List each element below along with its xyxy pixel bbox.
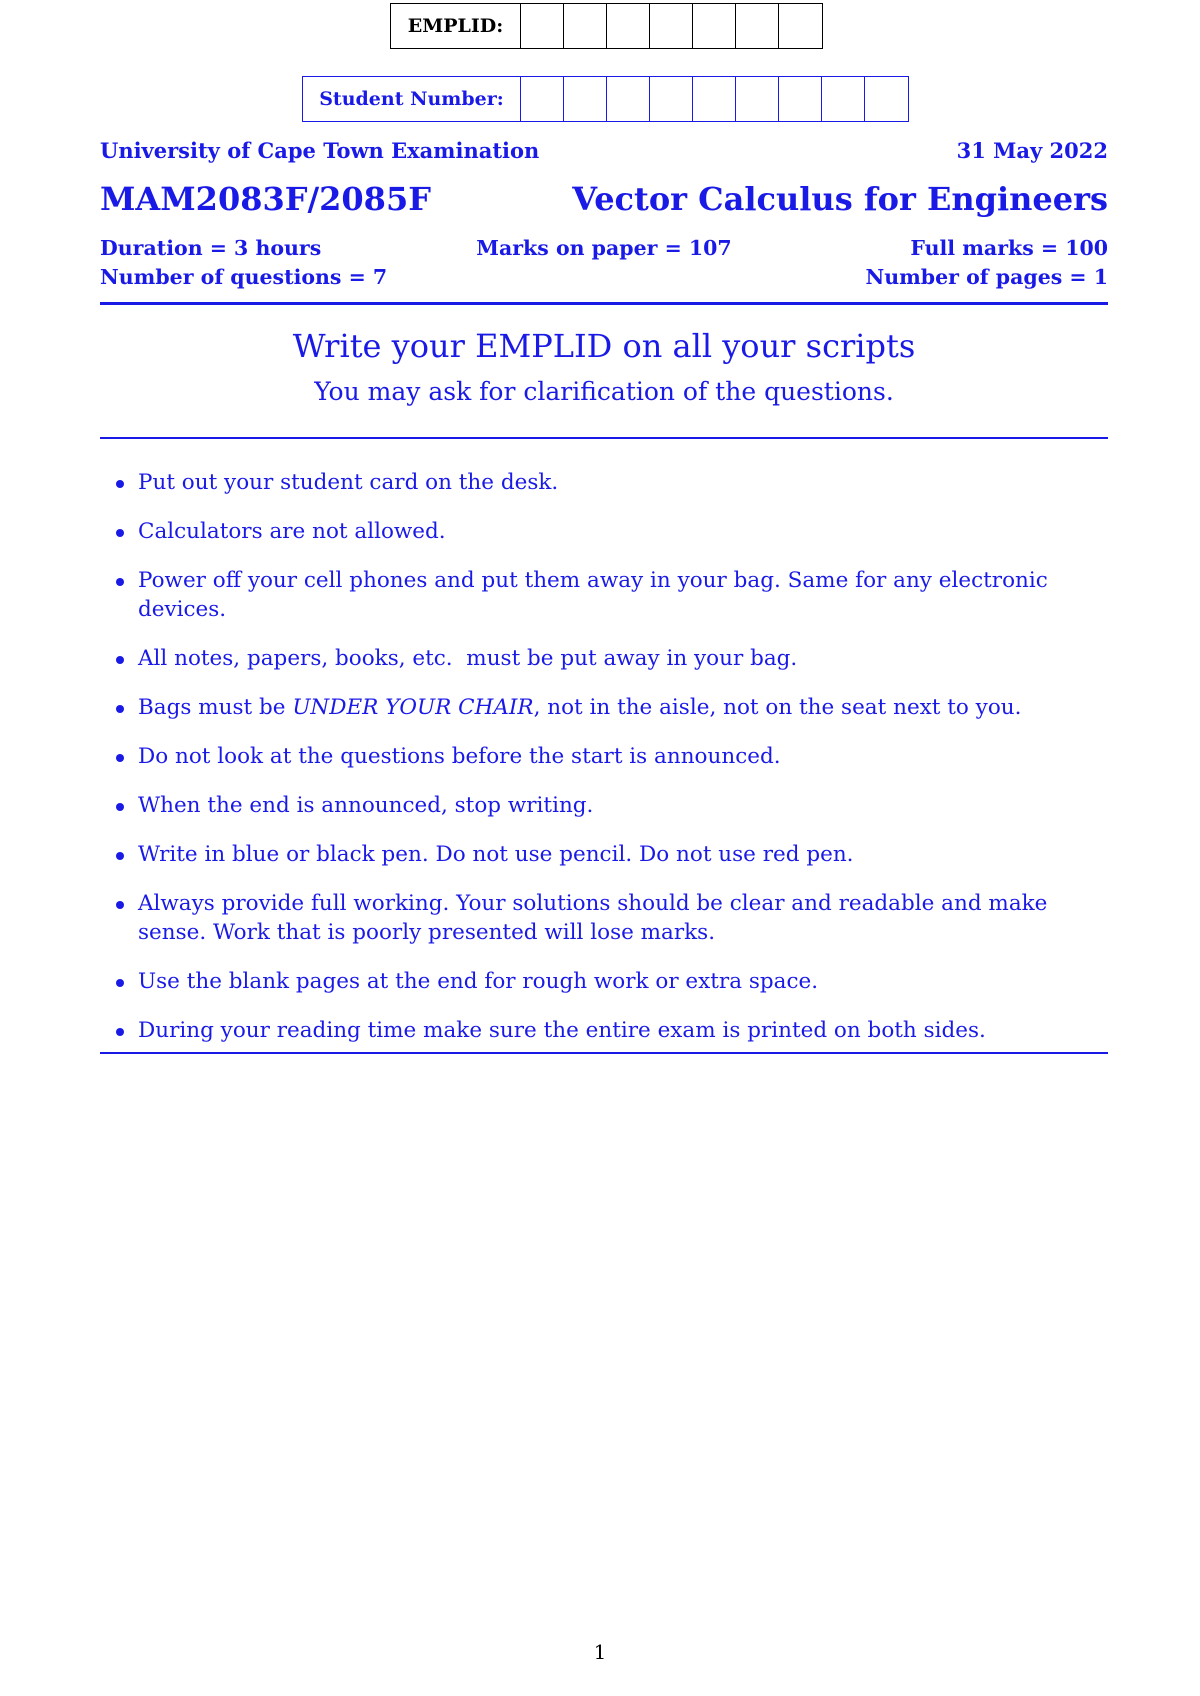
rule-text: Calculators are not allowed. [138, 519, 446, 544]
list-item [100, 468, 1110, 497]
rule-text: Always provide full working. Your solutions should be clear and readable and make sense. Work that is poorly presented will lose marks. [138, 891, 1048, 945]
notice-headline: Write your EMPLID on all your scripts [292, 327, 916, 365]
bullet-icon [116, 578, 124, 586]
exam-info-row [100, 236, 1108, 260]
emplid-label: EMPLID: [391, 4, 521, 48]
bullet-icon [116, 480, 124, 488]
emplid-digit-cell[interactable] [736, 4, 779, 48]
notice-subline: You may ask for clarification of the questions. [314, 377, 894, 406]
exam-date: 31 May 2022 [956, 138, 1108, 163]
duration: Duration = 3 hours [100, 236, 322, 260]
exam-rules-list [100, 468, 1110, 1065]
list-item [100, 517, 1110, 546]
rule-text: When the end is announced, stop writing. [138, 793, 594, 818]
list-item [100, 889, 1110, 947]
emplid-digit-cell[interactable] [693, 4, 736, 48]
emplid-box [390, 3, 823, 49]
marks-on-paper: Marks on paper = 107 [476, 236, 732, 260]
emplid-digit-cell[interactable] [564, 4, 607, 48]
bullet-icon [116, 529, 124, 537]
bullet-icon [116, 705, 124, 713]
bullet-icon [116, 852, 124, 860]
student-number-cell[interactable] [736, 77, 779, 121]
student-number-cell[interactable] [822, 77, 865, 121]
number-of-pages: Number of pages = 1 [865, 265, 1108, 289]
student-number-cell[interactable] [650, 77, 693, 121]
bullet-icon [116, 979, 124, 987]
student-number-cell[interactable] [607, 77, 650, 121]
rule-text: Use the blank pages at the end for rough work or extra space. [138, 969, 819, 994]
list-item [100, 566, 1110, 624]
student-number-cell[interactable] [865, 77, 908, 121]
bullet-icon [116, 901, 124, 909]
emplid-digit-cell[interactable] [779, 4, 822, 48]
student-number-cell[interactable] [521, 77, 564, 121]
rule-text-after: , not in the aisle, not on the seat next to you. [533, 695, 1022, 720]
exam-header-row [100, 138, 1108, 163]
notice-divider [100, 437, 1108, 439]
rule-text: All notes, papers, books, etc. must be put away in your bag. [138, 646, 798, 671]
bullet-icon [116, 803, 124, 811]
rule-text: Do not look at the questions before the start is announced. [138, 744, 781, 769]
student-number-cell[interactable] [564, 77, 607, 121]
emplid-digit-cell[interactable] [650, 4, 693, 48]
institution-name: University of Cape Town Examination [100, 138, 540, 163]
list-item [100, 742, 1110, 771]
course-title: Vector Calculus for Engineers [572, 180, 1108, 218]
list-item [100, 791, 1110, 820]
bullet-icon [116, 1028, 124, 1036]
rule-text: Write in blue or black pen. Do not use pencil. Do not use red pen. [138, 842, 854, 867]
emplid-digit-cell[interactable] [521, 4, 564, 48]
list-item [100, 967, 1110, 996]
number-of-questions: Number of questions = 7 [100, 265, 388, 289]
student-number-cell[interactable] [779, 77, 822, 121]
list-item [100, 840, 1110, 869]
student-number-box [302, 76, 909, 122]
bullet-icon [116, 656, 124, 664]
rules-divider [100, 1052, 1108, 1054]
course-code: MAM2083F/2085F [100, 180, 431, 218]
list-item [100, 1016, 1110, 1045]
emplid-digit-cell[interactable] [607, 4, 650, 48]
rule-emphasis: UNDER YOUR CHAIR [292, 695, 534, 720]
full-marks: Full marks = 100 [910, 236, 1108, 260]
bullet-icon [116, 754, 124, 762]
exam-info-row-2 [100, 265, 1108, 289]
rule-text-before: Bags must be [138, 695, 293, 720]
rule-text: Put out your student card on the desk. [138, 470, 559, 495]
student-number-label: Student Number: [303, 77, 521, 121]
rule-text: Power off your cell phones and put them away in your bag. Same for any electronic devices. [138, 568, 1048, 622]
rule-text: During your reading time make sure the entire exam is printed on both sides. [138, 1018, 986, 1043]
header-divider [100, 302, 1108, 305]
list-item [100, 693, 1110, 722]
student-number-cell[interactable] [693, 77, 736, 121]
page-number: 1 [593, 1640, 607, 1664]
course-title-row [100, 180, 1108, 218]
list-item [100, 644, 1110, 673]
